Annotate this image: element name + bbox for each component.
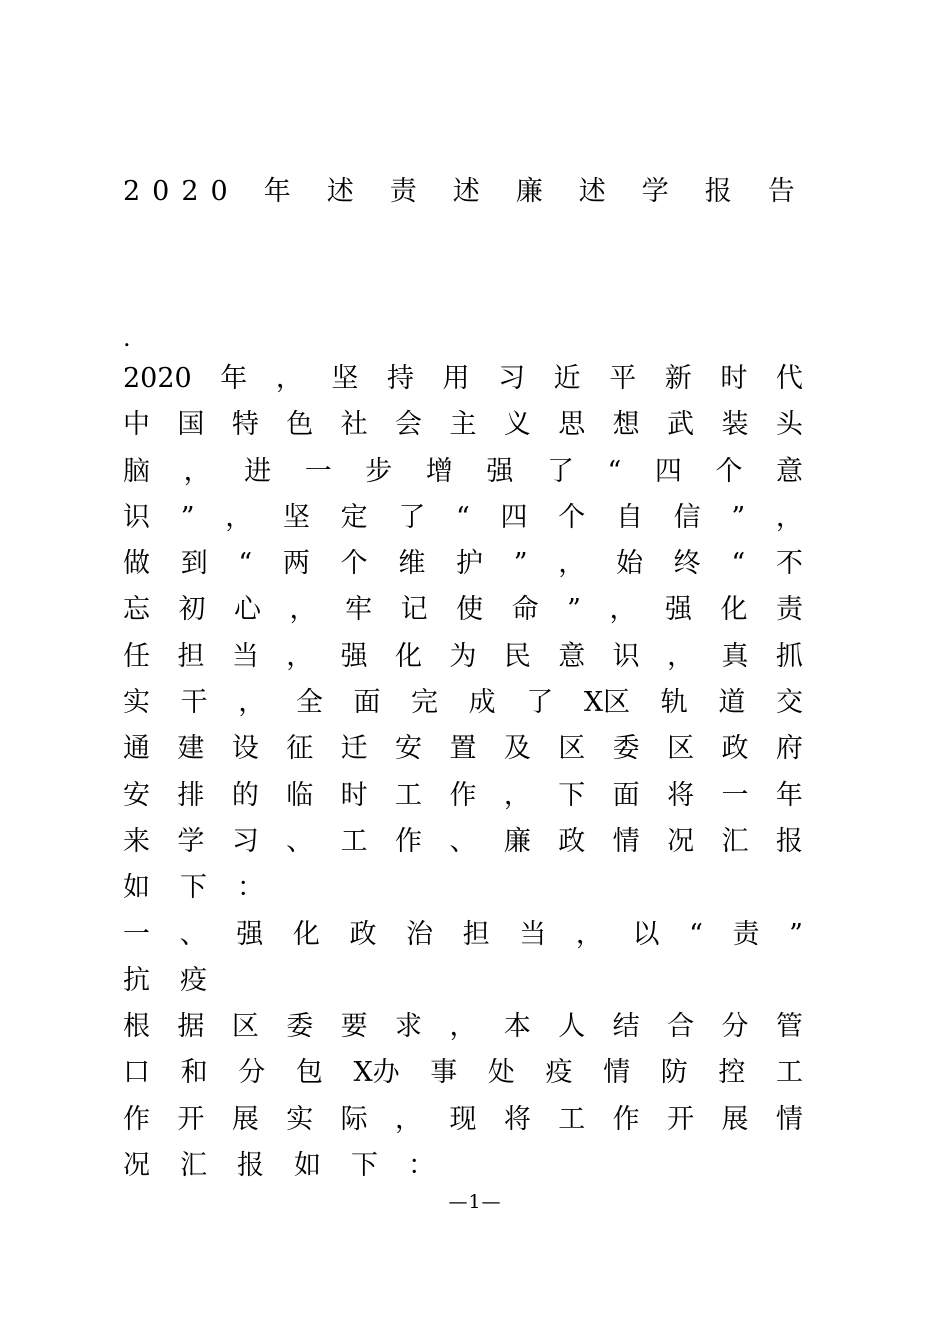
body-char: 政 (349, 918, 377, 950)
body-char: 使 (456, 594, 484, 626)
body-line (123, 773, 803, 819)
body-char: 化 (292, 918, 320, 950)
body-char: 据 (177, 1011, 205, 1043)
body-line (123, 1004, 803, 1050)
body-char: 政 (558, 825, 586, 857)
body-char: 轨 (660, 687, 688, 719)
body-line (123, 587, 803, 633)
body-char: 任 (123, 640, 150, 672)
body-char: 下 (180, 872, 207, 904)
body-char: 下 (351, 1150, 378, 1182)
body-char: 实 (123, 687, 150, 719)
body-char: 疫 (545, 1057, 573, 1089)
body-line (123, 402, 803, 448)
body-char: 展 (231, 1103, 259, 1135)
body-char: 工 (395, 779, 423, 811)
body-char: 报 (775, 825, 803, 857)
body-char: 化 (395, 640, 423, 672)
body-char: 想 (612, 409, 640, 441)
body-char: 为 (449, 640, 477, 672)
body-char: 责 (776, 594, 803, 626)
body-char: 来 (123, 825, 150, 857)
body-char: ： (237, 872, 264, 904)
body-char: 始 (615, 548, 643, 580)
body-char: 中 (123, 409, 150, 441)
body-char: 区 (558, 733, 586, 765)
body-char: 工 (558, 1103, 586, 1135)
body-char: 担 (177, 640, 205, 672)
body-char: 作 (123, 1103, 150, 1135)
body-char: 、 (286, 825, 314, 857)
body-char: 本 (503, 1011, 531, 1043)
body-char: 分 (721, 1011, 749, 1043)
body-char: 根 (123, 1011, 150, 1043)
body-char: 安 (395, 733, 423, 765)
body-line (123, 1097, 803, 1143)
body-line (123, 958, 803, 1004)
body-char: “ (731, 548, 746, 580)
body-char: 了 (526, 687, 554, 719)
body-char: 廉 (503, 825, 531, 857)
body-char: 的 (231, 779, 259, 811)
body-char: 及 (503, 733, 531, 765)
body-char: 人 (558, 1011, 586, 1043)
body-char: 强 (664, 594, 692, 626)
body-char: 社 (340, 409, 368, 441)
body-char: 口 (123, 1057, 150, 1089)
body-char: 完 (411, 687, 439, 719)
body-char: 责 (732, 918, 760, 950)
body-char: 国 (177, 409, 205, 441)
body-char: 工 (775, 1057, 803, 1089)
body-char: 当 (231, 640, 259, 672)
body-char: “ (607, 455, 622, 487)
body-char: 开 (667, 1103, 695, 1135)
body-char: 情 (603, 1057, 631, 1089)
body-char: 不 (775, 548, 803, 580)
body-char: 两 (282, 548, 310, 580)
body-char: 武 (667, 409, 695, 441)
body-char: 包 (295, 1057, 323, 1089)
body-char: 如 (294, 1150, 321, 1182)
body-char: 当 (519, 918, 547, 950)
body-char: ， (395, 1103, 423, 1135)
title-char: 述 (326, 176, 366, 207)
body-char: 抗 (123, 964, 150, 996)
body-char: 义 (503, 409, 531, 441)
body-line (123, 680, 803, 726)
separator-dot: . (123, 324, 131, 352)
title-char: 告 (767, 176, 807, 207)
body-char: 习 (231, 825, 259, 857)
body-char: 持 (386, 363, 414, 394)
body-char: 年 (775, 779, 803, 811)
body-line (123, 449, 803, 495)
body-char: 识 (612, 640, 640, 672)
body-char: 防 (660, 1057, 688, 1089)
body-line (123, 541, 803, 587)
body-char: 展 (721, 1103, 749, 1135)
body-char: 步 (365, 455, 393, 487)
body-char: 工 (340, 825, 368, 857)
body-char: “ (456, 501, 470, 533)
body-char: 强 (340, 640, 368, 672)
body-char: 干 (180, 687, 208, 719)
body-char: 装 (721, 409, 749, 441)
body-char: 2020 (123, 363, 192, 394)
body-char: 委 (612, 733, 640, 765)
body-char: 安 (123, 779, 150, 811)
body-char: 强 (486, 455, 514, 487)
body-char: 个 (340, 548, 368, 580)
body-char: 记 (400, 594, 428, 626)
body-char: X办 (353, 1057, 400, 1089)
body-char: 近 (553, 363, 581, 394)
title-char: 廉 (515, 176, 555, 207)
body-char: 自 (615, 501, 643, 533)
body-char: 个 (558, 501, 586, 533)
body-char: 坚 (282, 501, 310, 533)
body-char: 情 (612, 825, 640, 857)
body-char: 初 (178, 594, 206, 626)
body-char: 结 (612, 1011, 640, 1043)
body-char: 区 (231, 1011, 259, 1043)
body-char: 政 (721, 733, 749, 765)
body-char: 四 (500, 501, 528, 533)
body-char: ， (183, 455, 211, 487)
body-char: 定 (340, 501, 368, 533)
body-char: 汇 (180, 1150, 207, 1182)
body-char: 设 (231, 733, 259, 765)
body-char: 时 (720, 363, 748, 394)
body-char: 个 (715, 455, 743, 487)
title-char: 2020 (123, 176, 240, 207)
body-char: “ (689, 918, 703, 950)
body-char: 四 (654, 455, 682, 487)
body-char: 维 (398, 548, 426, 580)
body-char: 况 (123, 1150, 150, 1182)
body-char: 一 (721, 779, 749, 811)
body-char: 现 (449, 1103, 477, 1135)
body-char: ， (275, 363, 303, 394)
body-char: 置 (449, 733, 477, 765)
body-char: 道 (718, 687, 746, 719)
body-char: 、 (449, 825, 477, 857)
body-char: 增 (425, 455, 453, 487)
body-char: 终 (673, 548, 701, 580)
body-char: 代 (775, 363, 803, 394)
body-line (123, 356, 803, 402)
body-char: ： (408, 1150, 435, 1182)
document-title (123, 172, 831, 212)
title-char: 报 (704, 176, 744, 207)
body-char: 真 (721, 640, 749, 672)
title-char: 年 (263, 176, 303, 207)
body-char: 护 (456, 548, 484, 580)
body-char: 将 (503, 1103, 531, 1135)
body-char: 作 (449, 779, 477, 811)
body-char: 一 (123, 918, 150, 950)
body-char: 进 (244, 455, 272, 487)
body-line (123, 912, 803, 958)
body-char: 疫 (180, 964, 207, 996)
body-char: ， (238, 687, 266, 719)
body-char: 作 (395, 825, 423, 857)
body-char: ， (449, 1011, 477, 1043)
body-char: 民 (503, 640, 531, 672)
body-char: 、 (179, 918, 207, 950)
body-char: ， (289, 594, 317, 626)
body-char: 命 (511, 594, 539, 626)
body-char: 治 (406, 918, 434, 950)
body-char: 下 (558, 779, 586, 811)
body-char: 排 (177, 779, 205, 811)
body-char: 作 (612, 1103, 640, 1135)
body-char: 忘 (123, 594, 150, 626)
body-char: 色 (286, 409, 314, 441)
body-char: 成 (468, 687, 496, 719)
body-char: 担 (462, 918, 490, 950)
body-char: 意 (558, 640, 586, 672)
body-char: ， (225, 501, 253, 533)
body-char: 实 (286, 1103, 314, 1135)
body-line (123, 819, 803, 865)
body-char: 交 (775, 687, 803, 719)
body-line (123, 1050, 803, 1096)
body-char: 管 (775, 1011, 803, 1043)
body-char: 抓 (775, 640, 803, 672)
body-char: 信 (673, 501, 701, 533)
body-char: 求 (395, 1011, 423, 1043)
body-char: ” (567, 594, 581, 626)
body-char: 开 (177, 1103, 205, 1135)
body-char: 事 (430, 1057, 458, 1089)
body-char: 平 (609, 363, 637, 394)
body-line (123, 634, 803, 680)
body-char: 临 (286, 779, 314, 811)
body-char: 牢 (345, 594, 373, 626)
body-char: ” (180, 501, 195, 533)
body-char: 了 (546, 455, 574, 487)
body-char: “ (238, 548, 253, 580)
body-line (123, 1143, 803, 1189)
body-char: ， (558, 548, 586, 580)
body-char: 府 (775, 733, 803, 765)
body-char: 情 (775, 1103, 803, 1135)
body-char: 特 (231, 409, 259, 441)
body-char: 如 (123, 872, 150, 904)
body-char: 和 (180, 1057, 208, 1089)
body-char: 了 (398, 501, 426, 533)
body-char: 以 (632, 918, 660, 950)
body-char: 迁 (340, 733, 368, 765)
body-char: 委 (286, 1011, 314, 1043)
body-char: ， (286, 640, 314, 672)
body-char: 一 (304, 455, 332, 487)
body-char: 心 (234, 594, 262, 626)
body-char: 到 (180, 548, 208, 580)
body-char: 要 (340, 1011, 368, 1043)
body-char: 识 (123, 501, 150, 533)
body-char: 建 (177, 733, 205, 765)
body-char: ， (503, 779, 531, 811)
title-char: 述 (578, 176, 618, 207)
body-char: X区 (583, 687, 631, 719)
body-char: 通 (123, 733, 150, 765)
title-char: 述 (452, 176, 492, 207)
body-char: ， (575, 918, 603, 950)
body-char: 主 (449, 409, 477, 441)
body-line (123, 865, 803, 911)
body-char: 分 (238, 1057, 266, 1089)
body-char: ” (789, 918, 803, 950)
body-char: 处 (487, 1057, 515, 1089)
body-char: 控 (718, 1057, 746, 1089)
body-char: 做 (123, 548, 150, 580)
body-char: ， (609, 594, 637, 626)
body-char: 全 (295, 687, 323, 719)
body-char: 头 (775, 409, 803, 441)
body-char: 思 (558, 409, 586, 441)
body-char: 强 (236, 918, 264, 950)
body-char: 面 (353, 687, 381, 719)
body-char: ， (775, 501, 803, 533)
body-line (123, 495, 803, 541)
body-char: 汇 (721, 825, 749, 857)
body-char: 脑 (123, 455, 150, 487)
body-char: 年 (220, 363, 248, 394)
body-char: 将 (667, 779, 695, 811)
body-char: ” (731, 501, 746, 533)
body-char: 意 (776, 455, 803, 487)
title-char: 学 (641, 176, 681, 207)
body-line (123, 726, 803, 772)
body-char: 况 (667, 825, 695, 857)
body-char: ” (513, 548, 528, 580)
body-char: ， (667, 640, 695, 672)
title-char: 责 (389, 176, 429, 207)
body-char: 会 (395, 409, 423, 441)
body-char: 学 (177, 825, 205, 857)
body-char: 际 (340, 1103, 368, 1135)
body-char: 报 (237, 1150, 264, 1182)
body-text (123, 356, 803, 1189)
body-char: 区 (667, 733, 695, 765)
body-char: 用 (442, 363, 470, 394)
body-char: 习 (498, 363, 526, 394)
body-char: 合 (667, 1011, 695, 1043)
body-char: 面 (612, 779, 640, 811)
body-char: 时 (340, 779, 368, 811)
body-char: 征 (286, 733, 314, 765)
body-char: 化 (720, 594, 748, 626)
page-number: —1— (448, 1191, 502, 1213)
body-char: 新 (664, 363, 692, 394)
body-char: 坚 (331, 363, 359, 394)
